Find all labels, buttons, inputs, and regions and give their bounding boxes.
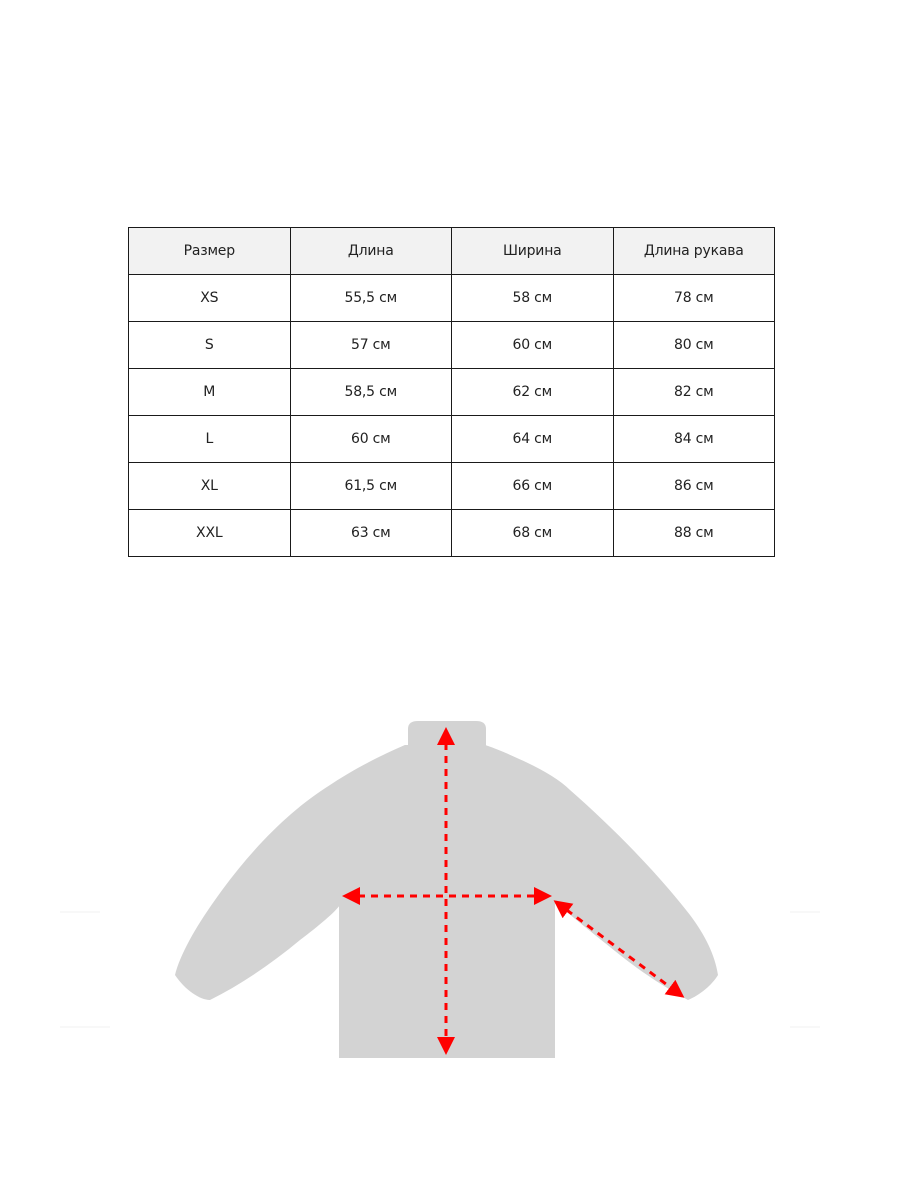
cell-length: 63 см xyxy=(290,510,452,557)
table-row xyxy=(129,275,775,322)
cell-length: 61,5 см xyxy=(290,463,452,510)
cell-width: 66 см xyxy=(452,463,614,510)
cell-length: 58,5 см xyxy=(290,369,452,416)
cell-width: 58 см xyxy=(452,275,614,322)
header-size: Размер xyxy=(129,228,291,275)
cell-size: L xyxy=(129,416,291,463)
table-row xyxy=(129,416,775,463)
table-row xyxy=(129,322,775,369)
table-row xyxy=(129,510,775,557)
measurement-diagram xyxy=(0,600,900,1160)
cell-sleeve-length: 84 см xyxy=(613,416,775,463)
cell-length: 60 см xyxy=(290,416,452,463)
header-length: Длина xyxy=(290,228,452,275)
cell-width: 68 см xyxy=(452,510,614,557)
cell-width: 60 см xyxy=(452,322,614,369)
cell-sleeve-length: 86 см xyxy=(613,463,775,510)
size-chart-table xyxy=(128,227,775,557)
cell-sleeve-length: 88 см xyxy=(613,510,775,557)
table-row xyxy=(129,463,775,510)
header-sleeve-length: Длина рукава xyxy=(613,228,775,275)
cell-size: S xyxy=(129,322,291,369)
header-width: Ширина xyxy=(452,228,614,275)
cell-sleeve-length: 82 см xyxy=(613,369,775,416)
cell-length: 57 см xyxy=(290,322,452,369)
cell-length: 55,5 см xyxy=(290,275,452,322)
cell-size: M xyxy=(129,369,291,416)
cell-width: 64 см xyxy=(452,416,614,463)
cell-size: XXL xyxy=(129,510,291,557)
cell-size: XS xyxy=(129,275,291,322)
cell-sleeve-length: 80 см xyxy=(613,322,775,369)
cell-size: XL xyxy=(129,463,291,510)
table-row xyxy=(129,369,775,416)
table-header-row xyxy=(129,228,775,275)
cell-sleeve-length: 78 см xyxy=(613,275,775,322)
cell-width: 62 см xyxy=(452,369,614,416)
